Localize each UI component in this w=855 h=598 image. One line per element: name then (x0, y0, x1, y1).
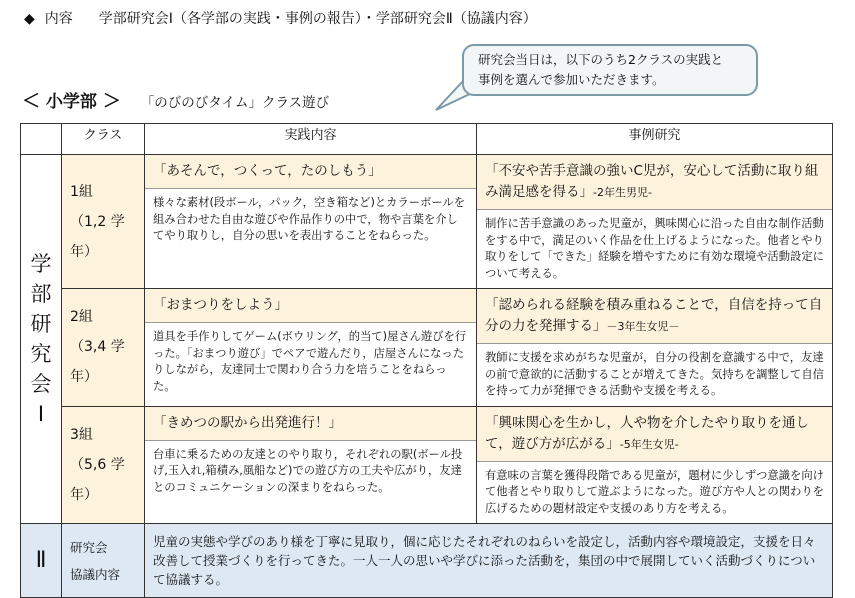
group2-label: 研究会 協議内容 (62, 524, 145, 598)
group1-vertical-label: 学 部 研 究 会 Ⅰ (21, 155, 62, 524)
grade-years: （3,4 学年） (70, 339, 125, 386)
grade-label: 1組 (70, 183, 93, 200)
header-case-study: 事例研究 (477, 124, 833, 155)
class-cell (62, 406, 145, 524)
case-body: 有意味の言葉を獲得段階である児童が，題材に少しずつ意識を向けて他者とやり取りして遊ぶようになった。遊び方や人との関わりを広げるための題材設定や支援のあり方を考える。 (485, 468, 824, 515)
case-student: -5年生女児- (619, 437, 679, 451)
case-cell (477, 289, 833, 407)
section-title (22, 87, 329, 113)
header-corner (21, 124, 62, 155)
grade-label: 3組 (70, 426, 93, 443)
practice-title: 「きめつの駅から出発進行！」 (145, 407, 476, 441)
table-row (21, 289, 833, 407)
grade-label: 2組 (70, 309, 93, 326)
practice-cell (145, 406, 477, 524)
table-row (21, 524, 833, 598)
section-subtitle: 「のびのびタイム」クラス遊び (140, 95, 330, 111)
section-title-text: 小学部 (45, 92, 97, 112)
practice-body: 台車に乗るための友達とのやり取り，それぞれの駅(ボール投げ,玉入れ,箱積み,風船など)での遊び方の工夫や広がり，友達とのコミュニケーションの深まりをねらった。 (153, 447, 463, 494)
practice-title: 「おまつりをしよう」 (145, 289, 476, 323)
case-student: -2年生男児- (593, 186, 652, 199)
participation-callout (462, 44, 758, 96)
content-text: 学部研究会Ⅰ（各学部の実践・事例の報告）・学部研究会Ⅱ（協議内容） (98, 11, 537, 27)
class-cell (62, 155, 145, 289)
case-student: －3年生女児－ (606, 320, 680, 333)
grade-years: （5,6 学年） (70, 456, 125, 503)
table-row (21, 155, 833, 289)
practice-cell (145, 155, 477, 289)
header-practice: 実践内容 (145, 124, 477, 155)
callout-line-2: 事例を選んで参加いただきます。 (478, 72, 665, 87)
case-body: 教師に支援を求めがちな児童が，自分の役割を意識する中で，友達の前で意欲的に活動することが増えてきた。気持ちを調整して自信を持って力が発揮できる活動や支援を考える。 (485, 351, 824, 397)
practice-cell (145, 289, 477, 407)
section-open-bracket: ＜ (22, 91, 40, 112)
content-header (24, 8, 537, 28)
case-title: 「興味関心を生かし，人や物を介したやり取りを通して，遊び方が広がる」-5年生女児- (477, 407, 832, 462)
content-table (20, 123, 833, 598)
content-label: 内容 (44, 11, 73, 27)
group2-discussion-text: 児童の実態や学びのあり様を丁寧に見取り，個に応じたそれぞれのねらいを設定し，活動内容や環境設定，支援を日々改善して授業づくりを行ってきた。一人一人の思いや学びに添った活動を，集団の中で展開していく活動づくりについて協議する。 (145, 524, 833, 598)
header-class: クラス (62, 124, 145, 155)
case-cell (477, 155, 833, 289)
table-header-row (21, 124, 833, 155)
case-title: 「認められる経験を積み重ねることで，自信を持って自分の力を発揮する」－3年生女児－ (477, 289, 832, 344)
case-title: 「不安や苦手意識の強いC児が，安心して活動に取り組み満足感を得る」-2年生男児- (477, 155, 832, 210)
case-cell (477, 406, 833, 524)
grade-years: （1,2 学年） (70, 213, 125, 260)
practice-title: 「あそんで，つくって，たのしもう」 (145, 155, 476, 189)
callout-line-1: 研究会当日は，以下のうち2クラスの実践と (478, 52, 724, 67)
class-cell (62, 289, 145, 407)
section-close-bracket: ＞ (102, 91, 121, 112)
group2-numeral: Ⅱ (21, 524, 62, 598)
practice-body: 道具を手作りしてゲーム(ボウリング，的当て)屋さん遊びを行った。「おまつり遊び」でペアで遊んだり，店屋さんになったりしながら，友達同士で関わり合う力を培うことをねらった。 (153, 330, 467, 393)
table-row (21, 406, 833, 524)
case-body: 制作に苦手意識のあった児童が，興味関心に沿った自由な制作活動をする中で，満足のいく作品を仕上げるようになった。他者とやり取りをして「できた」経験を増やすために有効な環境や活動設定について考える。 (485, 217, 824, 280)
practice-body: 様々な素材(段ボール，パック，空き箱など)とカラーボールを組み合わせた自由な遊びや作品作りの中で，物や言葉を介してやり取りし，自分の思いを表出することをねらった。 (153, 196, 466, 242)
diamond-bullet-icon: ◆ (24, 11, 35, 27)
